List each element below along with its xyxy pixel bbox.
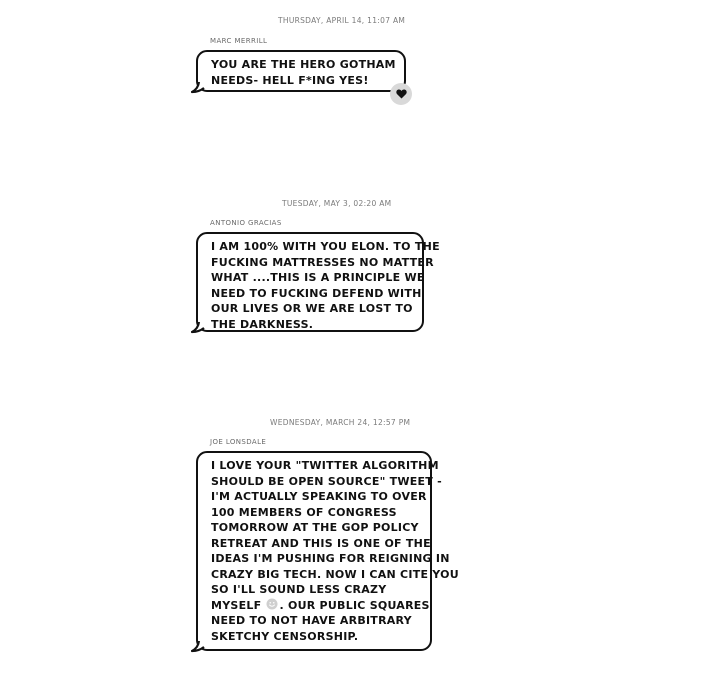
- message-line: RETREAT AND THIS IS ONE OF THE: [211, 536, 431, 550]
- message-line: SKETCHY CENSORSHIP.: [211, 629, 359, 643]
- message-line: OUR LIVES OR WE ARE LOST TO: [211, 302, 413, 315]
- message-line: FUCKING MATTRESSES NO MATTER: [211, 255, 434, 269]
- message-line: SHOULD BE OPEN SOURCE" TWEET -: [211, 474, 442, 488]
- sender-name: MARC MERRILL: [210, 37, 268, 45]
- timestamp: THURSDAY, APRIL 14, 11:07 AM: [278, 16, 406, 25]
- sender-name: JOE LONSDALE: [210, 438, 267, 446]
- reaction-badge[interactable]: [390, 83, 412, 105]
- message-line: 100 MEMBERS OF CONGRESS: [211, 505, 397, 519]
- bubble-tail: [191, 322, 205, 334]
- message-line: YOU ARE THE HERO GOTHAM: [211, 58, 396, 71]
- heart-icon: [396, 89, 407, 99]
- message-line: NEED TO NOT HAVE ARBITRARY: [211, 614, 412, 627]
- timestamp: WEDNESDAY, MARCH 24, 12:57 PM: [270, 418, 411, 427]
- message-line: NEED TO FUCKING DEFEND WITH: [211, 286, 422, 300]
- message-line: IDEAS I'M PUSHING FOR REIGNING IN: [211, 552, 450, 565]
- sender-name: ANTONIO GRACIAS: [210, 219, 282, 227]
- message-line: [211, 598, 430, 614]
- message-line: NEEDS- HELL F*ING YES!: [211, 73, 369, 87]
- message-line: SO I'LL SOUND LESS CRAZY: [211, 583, 387, 596]
- message-bubble[interactable]: [196, 232, 440, 332]
- message-bubble[interactable]: [196, 451, 459, 651]
- timestamp: TUESDAY, MAY 3, 02:20 AM: [282, 199, 392, 208]
- message-bubble[interactable]: [196, 50, 406, 92]
- message-line: THE DARKNESS.: [211, 317, 314, 331]
- message-text: MYSELF: [211, 598, 262, 612]
- bubble-tail: [191, 641, 205, 653]
- bubble-tail: [191, 82, 205, 94]
- smiley-icon: [266, 598, 278, 610]
- message-text: . OUR PUBLIC SQUARES: [279, 598, 430, 612]
- message-line: TOMORROW AT THE GOP POLICY: [211, 521, 419, 534]
- message-line: I AM 100% WITH YOU ELON. TO THE: [211, 240, 440, 253]
- message-line: WHAT ....THIS IS A PRINCIPLE WE: [211, 271, 425, 284]
- message-line: CRAZY BIG TECH. NOW I CAN CITE YOU: [211, 567, 459, 581]
- message-line: I'M ACTUALLY SPEAKING TO OVER: [211, 490, 427, 503]
- message-line: I LOVE YOUR "TWITTER ALGORITHM: [211, 459, 439, 472]
